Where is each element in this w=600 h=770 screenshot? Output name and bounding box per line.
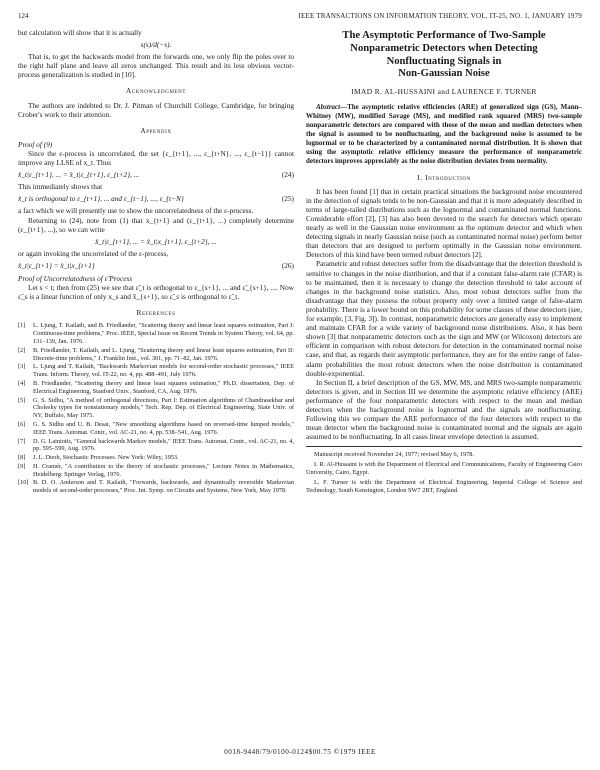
footnote: Manuscript received November 24, 1977; revised May 6, 1978. <box>314 451 475 459</box>
footnote: L. F. Turner is with the Department of Electrical Engineering, Imperial College of Science and Technology, South Kensington, London SW7 2BT, England. <box>306 478 582 494</box>
equation-24-number: (24) <box>281 170 294 180</box>
acknowledgment-heading: Acknowledgment <box>125 86 187 96</box>
reference-text: B. Friedlander, T. Kailath, and L. Ljung, "Scattering theory and linear least squares estimation, Part II: Discrete-time problems," J. Franklin Inst., vol. 301, pp. 71–82, Jan. 1976. <box>33 346 294 362</box>
page-header <box>18 12 582 24</box>
reference-item <box>18 463 294 479</box>
reference-number: [9] <box>18 462 26 470</box>
reference-item <box>18 380 294 396</box>
reference-item <box>18 438 294 454</box>
reference-item <box>18 347 294 363</box>
reference-text: D. G. Lainiotis, "General backwards Markov models," IEEE Trans. Automat. Contr., vol. AC-21, no. 4, pp. 595–599, Aug. 1976. <box>33 437 294 453</box>
title-line: Nonparametric Detectors when Detecting <box>350 42 538 54</box>
references-heading: References <box>136 308 176 318</box>
reference-text: L. Ljung, T. Kailath, and B. Friedlander, "Scattering theory and linear least squares estimation, Part I: Continuous-time problems," Proc. IEEE, Special Issue on Recent Trends in System Theory, vol. 64, pp. 131–139, Jan. 1976. <box>33 322 294 345</box>
reference-item <box>18 454 294 462</box>
reference-item <box>18 363 294 379</box>
reference-text: G. S. Sidhu, "A method of orthogonal directions, Part I: Estimation algorithms of Chandrasekhar and Cholesky types for nonstationary models," Tech. Rep. Dep. of Electrical Engineering, State Univ. of NY, Buffalo, May 1975. <box>33 396 294 420</box>
reference-text: B. Friedlander, "Scattering theory and linear least squares estimation," Ph.D. dissertation, Dep. of Electrical Engineering, Stanford Univ., Stanford, CA, Aug. 1976. <box>33 379 294 395</box>
left-column <box>18 28 294 496</box>
reference-number: [7] <box>18 437 26 445</box>
equation-25-follow: a fact which we will presently use to show the uncorrelatedness of the ε-process. <box>18 206 254 216</box>
reference-item <box>18 397 294 420</box>
equation-26 <box>18 261 294 270</box>
introduction-heading: I. Introduction <box>417 172 471 182</box>
reference-text: B. D. O. Anderson and T. Kailath, "Forwards, backwards, and dynamically reversible Markovian models of second-order processes," Proc. Int. Symp. on Circuits and Systems, New York, May 1978. <box>33 479 294 495</box>
equation-25 <box>18 194 294 203</box>
reference-number: [6] <box>18 420 26 428</box>
abstract-lead: Abstract— <box>316 103 348 112</box>
equation-middle: x̂_t|ε_{t+1}, ... = x̂_t|x_{t+1}, ε_{t+2}, ... <box>95 236 217 246</box>
right-column <box>306 28 582 496</box>
or-text: or again invoking the uncorrelated of the ε-process, <box>18 248 169 258</box>
paper-authors: IMAD R. AL-HUSSAINI and LAURENCE F. TURNER <box>351 87 537 97</box>
reference-number: [2] <box>18 346 26 354</box>
equation-25-number: (25) <box>281 194 294 204</box>
title-line: Nonfluctuating Signals in <box>386 55 502 67</box>
journal-running-head: IEEE TRANSACTIONS ON INFORMATION THEORY, VOL. IT-25, NO. 1, JANUARY 1979 <box>298 12 582 20</box>
acknowledgment-text: The authors are indebted to Dr. J. Pitman of Churchill College, Cambridge, for bringing Crober's work to their attention. <box>18 100 294 119</box>
proof-heading-1: Proof of (9) <box>18 139 53 149</box>
proof-text-1: Since the ε-process is uncorrelated, the set {ε_{t+1}, ..., ε_{t+N}, ..., ε_{t−1}} cannot improve any LLSE of x_t. Thus <box>18 148 294 168</box>
footnote: I. R. Al-Hussaini is with the Department of Electrical and Communications, Faculty of Engineering Cairo University, Cairo, Egypt. <box>306 461 582 476</box>
reference-number: [10] <box>18 479 29 487</box>
returning-text: Returning to (24), note from (1) that x_{t+1} and (ε_{t+1}, ...) completely determine (ε_{t+1}, ...), so we can write <box>18 215 294 234</box>
reference-number: [1] <box>18 322 26 330</box>
footnote-divider <box>306 446 582 447</box>
paper-title <box>306 30 582 81</box>
equation-25-body: x̃_t is orthogonal to ε_{t+1}, ... and ε_{t−1}, ..., ε_{t−N} <box>18 194 184 204</box>
intro-line: but calculation will show that it is actually <box>18 28 142 37</box>
body-paragraph-2: Parametric and robust detectors suffer from the disadvantage that the detection threshold is sensitive to changes in the noise distribution, and that if a constant false-alarm rate (CFAR) is to be maintained, then it is necessary to change the detection threshold to take account of changes in the background noise statistics. Also, most robust detectors suffer from the disadvantage that they possess the robust property only over a limited range of false-alarm probability. There is a lower bound on this probability for some classes of these detectors (see, for example, [3, Fig. 3]). In contrast, nonparametric detectors are generally easy to implement and maintain CFAR for a wide variety of background noise distributions. Also, it has been shown [3] that nonparametric detectors such as the sign and MW (or Wilcoxon) detectors are efficient in comparison with robust detectors for detection in the contaminated normal noise case, and that, as regards their asymptotic performance, they are for the entire range of false-alarm probabilities the most robust detectors when the noise distribution is contaminated double-exponential. <box>306 259 582 378</box>
proof-text-2: Let s < t; then from (25) we see that ε̃_t is orthogonal to ε_{s+1}, ... and ε̃_{s+1}, .... Now ε̃_s is a linear function of only x_s and x̃_{s+1}, so ε̃_s is orthogonal to ε̃_t. <box>18 283 294 302</box>
abstract <box>306 103 582 165</box>
reference-item <box>18 421 294 437</box>
reference-number: [8] <box>18 454 26 462</box>
equation-26-number: (26) <box>281 260 294 270</box>
reference-text: J. L. Doob, Stochastic Processes. New York: Wiley, 1953. <box>33 454 179 462</box>
body-paragraph-3: In Section II, a brief description of the GS, MW, MS, and MRS two-sample nonparametric detectors is given, and in Section III we determine the asymptotic relative efficiency (ARE) performance of the four nonparametric detectors with respect to the mean and median detectors when the background noise is lognormal and the signals are nonfluctuating. Following this we compare the ARE performance of the four detectors with respect to the mean detector when the background noise is contaminated normal and the signals are again assumed to be nonfluctuating. In all cases linear envelope detection is assumed. <box>306 377 582 442</box>
equation-24 <box>18 170 294 179</box>
body-paragraph-1: It has been found [1] that in certain practical situations the background noise encountered in the detection of signals tends to be non-Gaussian and that it is more adequately described in terms of large-tailed distributions such as the lognormal and contaminated normal functions. Considerable effort [2], [3] has also been devoted to the search for detectors which operate nearly as well in the Gaussian noise environment as the optimum detector and which when detecting signals in nearly Gaussian noise (such as contaminated normal noise) perform better than detectors that are designed to perform optimally in the Gaussian noise environment. Detectors of this kind have been termed robust detectors [2]. <box>306 186 582 260</box>
abstract-text: The asymptotic relative efficiencies (ARE) of generalized sign (GS), Mann–Whitney (MW), modified Savage (MS), and modified rank squared (MRS) two-sample nonparametric detectors are compared with those of the mean and median detectors when the signal is assumed to be nonfluctuating, and the background noise is assumed to be lognormal or to be characterized by a contaminated normal distribution. It is shown that using the asymptotic relative efficiency measure the performance of nonparametric detectors improves appreciably as the noise distribution deviates from normality. <box>306 103 582 165</box>
reference-list <box>18 322 294 495</box>
reference-text: G. S. Sidhu and U. B. Desai, "New smoothing algorithms based on reversed-time lumped models," IEEE Trans. Automat. Contr., vol. AC-21, no. 4, pp. 538–541, Aug. 1976. <box>33 420 294 436</box>
copyright-line: 0018-9448/79/0100-0124$00.75 ©1979 IEEE <box>224 748 376 756</box>
page-number: 124 <box>18 12 29 20</box>
intro-paragraph: That is, to get the backwards model from the forwards one, we only flip the poles over to the right half plane and leave all zeros unchanged. This result and its less obvious vector-process generalization is studied in [10]. <box>18 52 294 80</box>
equation-26-body: x̂_t|ε_{t+1} = x̂_t|x_{t+1} <box>18 260 95 270</box>
reference-text: L. Ljung and T. Kailath, "Backwards Markovian models for second-order stochastic processes," IEEE Trans. Inform. Theory, vol. IT-22, no. 4, pp. 488–491, July 1976. <box>33 363 294 379</box>
equation-24-body: x̂_t|ε_{t+1}, ... = x̂_t|ε_{t+1}, ε_{t+2}, ... <box>18 170 140 180</box>
footnotes <box>306 451 582 494</box>
intro-equation: s(s)/d(−s). <box>140 40 172 50</box>
equation-24-follow: This immediately shows that <box>18 182 103 192</box>
reference-number: [4] <box>18 379 26 387</box>
title-line: The Asymptotic Performance of Two-Sample <box>342 30 546 41</box>
proof-heading-2: Proof of Uncorrelatedness of ε̃ Process <box>18 273 133 283</box>
reference-item <box>18 479 294 495</box>
title-line: Non-Gaussian Noise <box>398 68 490 80</box>
reference-text: H. Cramér, "A contribution to the theory of stochastic processes," Lecture Notes in Mathematics, Heidelberg: Springer Verlag, 1976. <box>33 462 294 478</box>
reference-number: [3] <box>18 363 26 371</box>
reference-number: [5] <box>18 396 26 404</box>
appendix-heading: Appendix <box>140 125 172 135</box>
reference-item <box>18 322 294 345</box>
